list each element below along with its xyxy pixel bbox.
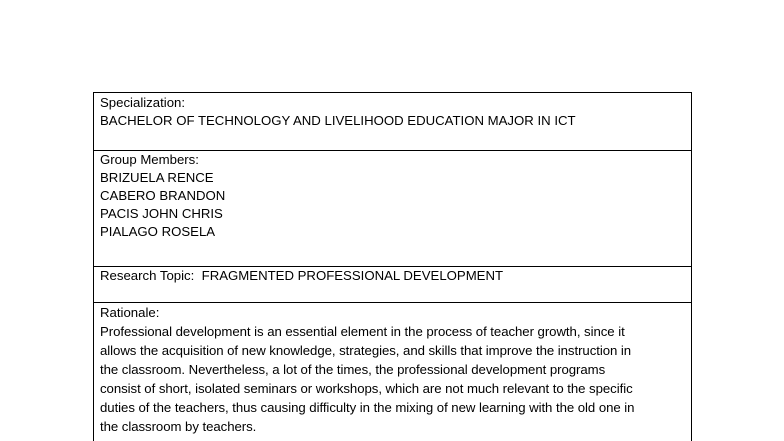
rationale-paragraph bbox=[100, 322, 685, 436]
rationale-cell bbox=[94, 303, 691, 441]
rationale-line: duties of the teachers, thus causing difficulty in the mixing of new learning with the old one in bbox=[100, 400, 635, 415]
group-member-name: PIALAGO ROSELA bbox=[100, 224, 216, 239]
research-topic-value: FRAGMENTED PROFESSIONAL DEVELOPMENT bbox=[201, 268, 504, 283]
rationale-label: Rationale: bbox=[100, 305, 160, 320]
research-topic-cell bbox=[94, 267, 691, 303]
rationale-line: the classroom by teachers. bbox=[100, 419, 257, 434]
group-member-name: CABERO BRANDON bbox=[100, 188, 226, 203]
group-member-name: BRIZUELA RENCE bbox=[100, 170, 214, 185]
rationale-line: allows the acquisition of new knowledge, strategies, and skills that improve the instruction in bbox=[100, 343, 632, 358]
group-members-label: Group Members: bbox=[100, 152, 199, 167]
rationale-line: Professional development is an essential element in the process of teacher growth, since it bbox=[100, 324, 625, 339]
rationale-line: the classroom. Nevertheless, a lot of the times, the professional development programs bbox=[100, 362, 606, 377]
specialization-label: Specialization: bbox=[100, 95, 186, 110]
research-info-table bbox=[93, 92, 692, 441]
specialization-value: BACHELOR OF TECHNOLOGY AND LIVELIHOOD EDUCATION MAJOR IN ICT bbox=[100, 113, 576, 128]
specialization-cell bbox=[94, 93, 691, 151]
research-topic-label: Research Topic: bbox=[100, 268, 195, 283]
group-member-name: PACIS JOHN CHRIS bbox=[100, 206, 223, 221]
group-members-cell bbox=[94, 151, 691, 267]
rationale-line: consist of short, isolated seminars or workshops, which are not much relevant to the specific bbox=[100, 381, 633, 396]
